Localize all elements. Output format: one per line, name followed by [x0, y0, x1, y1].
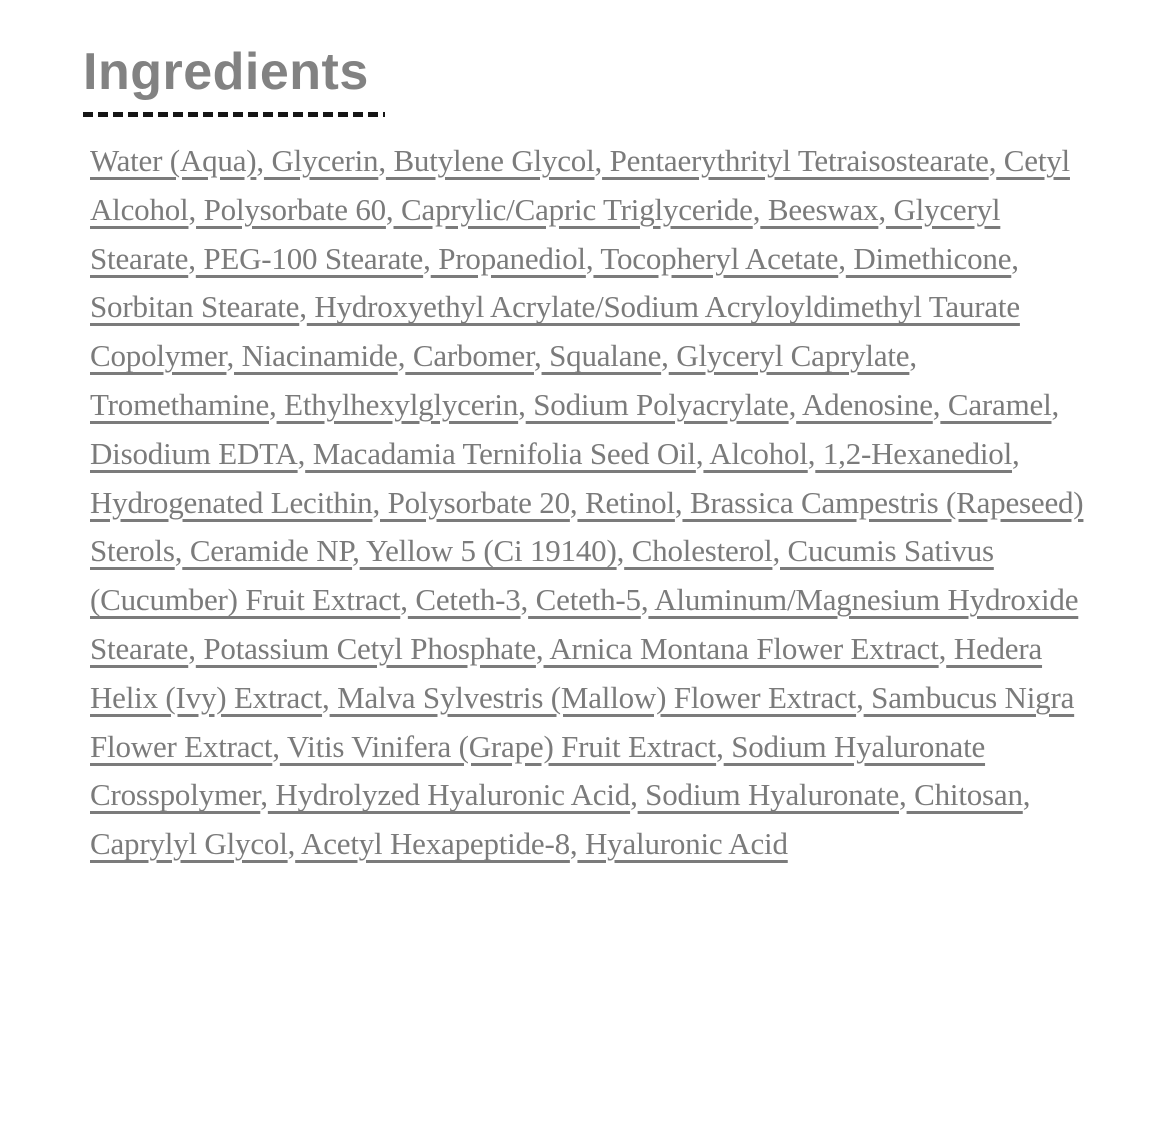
ingredient-link[interactable]: Yellow 5 (Ci 19140): [359, 533, 617, 569]
ingredient-separator: ,: [256, 143, 264, 178]
ingredient-separator: ,: [838, 240, 846, 276]
ingredient-link[interactable]: Polysorbate 60: [196, 191, 386, 227]
ingredient-separator: ,: [695, 435, 704, 471]
ingredient-separator: ,: [807, 435, 816, 471]
ingredient-separator: ,: [188, 630, 196, 666]
ingredient-separator: ,: [878, 191, 886, 227]
ingredient-separator: ,: [661, 338, 669, 374]
ingredient-link[interactable]: Acetyl Hexapeptide-8: [295, 826, 570, 862]
heading-dashed-rule: [83, 112, 385, 117]
ingredient-link[interactable]: Polysorbate 20: [380, 484, 570, 520]
ingredient-link[interactable]: Ceteth-3: [407, 582, 521, 618]
ingredient-link[interactable]: Arnica Montana Flower Extract: [543, 630, 939, 666]
ingredient-separator: ,: [372, 484, 381, 520]
ingredient-separator: ,: [938, 630, 947, 666]
ingredient-separator: ,: [535, 630, 544, 666]
ingredient-link[interactable]: 1,2-Hexanediol: [815, 435, 1013, 471]
ingredient-separator: ,: [520, 582, 529, 618]
ingredient-link[interactable]: Hydrolyzed Hyaluronic Acid: [267, 777, 631, 813]
ingredient-separator: ,: [174, 533, 183, 569]
ingredients-list: [90, 137, 1090, 869]
ingredient-link[interactable]: Caprylyl Glycol: [90, 826, 288, 862]
ingredient-link[interactable]: Ceteth-5: [528, 582, 641, 618]
ingredient-link[interactable]: Cholesterol: [624, 533, 773, 569]
ingredient-link[interactable]: Hydroxyethyl Acrylate/Sodium Acryloyldimethyl Taurate Copolymer: [90, 289, 1020, 374]
ingredient-link[interactable]: Pentaerythrityl Tetraisostearate: [602, 143, 989, 178]
ingredients-heading: Ingredients: [83, 43, 369, 101]
ingredient-link[interactable]: Alcohol: [703, 435, 808, 471]
ingredient-separator: ,: [397, 338, 406, 374]
ingredient-separator: ,: [385, 191, 394, 227]
ingredient-separator: ,: [423, 240, 431, 276]
ingredient-link[interactable]: Macadamia Ternifolia Seed Oil: [305, 435, 696, 471]
ingredient-link[interactable]: Propanediol: [430, 240, 586, 276]
ingredient-link[interactable]: Glyceryl Caprylate: [668, 338, 910, 374]
ingredient-separator: ,: [378, 143, 386, 178]
ingredient-link[interactable]: Cetyl Alcohol: [90, 143, 1070, 227]
ingredient-separator: ,: [533, 338, 542, 374]
ingredient-link[interactable]: Sodium Polyacrylate: [525, 386, 789, 422]
ingredient-separator: ,: [640, 582, 649, 618]
ingredient-link[interactable]: Disodium EDTA: [90, 435, 298, 471]
ingredient-separator: ,: [856, 679, 864, 715]
ingredient-link[interactable]: Niacinamide: [234, 338, 398, 374]
ingredient-link[interactable]: Tocopheryl Acetate: [593, 240, 839, 276]
ingredient-separator: ,: [630, 777, 638, 813]
ingredient-link[interactable]: Vitis Vinifera (Grape) Fruit Extract: [279, 728, 717, 764]
ingredient-separator: ,: [299, 289, 307, 325]
ingredient-link[interactable]: Hyaluronic Acid: [577, 826, 788, 862]
ingredient-separator: ,: [518, 386, 526, 422]
ingredient-link[interactable]: Potassium Cetyl Phosphate: [195, 630, 536, 666]
ingredient-separator: ,: [1022, 777, 1031, 813]
ingredient-separator: ,: [322, 679, 330, 715]
ingredient-separator: ,: [585, 240, 594, 276]
ingredient-link[interactable]: Sorbitan Stearate: [90, 289, 300, 325]
ingredient-separator: ,: [226, 338, 235, 374]
ingredient-separator: ,: [569, 484, 578, 520]
ingredient-separator: ,: [188, 240, 196, 276]
ingredient-separator: ,: [752, 191, 761, 227]
ingredient-separator: ,: [674, 484, 683, 520]
ingredient-separator: ,: [1011, 240, 1019, 276]
ingredient-link[interactable]: Tromethamine: [90, 386, 269, 422]
ingredient-separator: ,: [772, 533, 780, 569]
ingredient-separator: ,: [788, 386, 797, 422]
ingredient-separator: ,: [594, 143, 603, 178]
ingredient-separator: ,: [272, 728, 280, 764]
ingredient-link[interactable]: Brassica Campestris (Rapeseed) Sterols: [90, 484, 1084, 569]
ingredient-separator: ,: [260, 777, 268, 813]
ingredient-separator: ,: [352, 533, 360, 569]
ingredient-separator: ,: [716, 728, 724, 764]
ingredient-separator: ,: [269, 386, 277, 422]
ingredient-link[interactable]: Dimethicone: [845, 240, 1012, 276]
ingredient-link[interactable]: Adenosine: [796, 386, 933, 422]
ingredient-link[interactable]: Hedera Helix (Ivy) Extract: [90, 630, 1043, 715]
ingredient-link[interactable]: Chitosan: [906, 777, 1023, 813]
ingredient-link[interactable]: Aluminum/Magnesium Hydroxide Stearate: [90, 582, 1079, 666]
ingredient-separator: ,: [569, 826, 578, 862]
ingredient-separator: ,: [1012, 435, 1020, 471]
ingredient-separator: ,: [932, 386, 941, 422]
ingredient-link[interactable]: Sambucus Nigra Flower Extract: [90, 679, 1075, 764]
ingredient-separator: ,: [1051, 386, 1060, 422]
ingredient-link[interactable]: Ceramide NP: [182, 533, 353, 569]
ingredient-link[interactable]: Cucumis Sativus (Cucumber) Fruit Extract: [90, 533, 994, 618]
ingredient-link[interactable]: Malva Sylvestris (Mallow) Flower Extract: [329, 679, 857, 715]
ingredient-separator: ,: [400, 582, 408, 618]
ingredient-separator: ,: [616, 533, 625, 569]
ingredient-link[interactable]: Ethylhexylglycerin: [276, 386, 519, 422]
ingredient-link[interactable]: Sodium Hyaluronate: [637, 777, 900, 813]
ingredient-link[interactable]: Glyceryl Stearate: [90, 191, 1001, 276]
ingredient-link[interactable]: Carbomer: [405, 338, 534, 374]
ingredient-separator: ,: [188, 191, 197, 227]
ingredient-separator: ,: [909, 338, 917, 374]
ingredient-separator: ,: [899, 777, 907, 813]
ingredient-separator: ,: [287, 826, 296, 862]
ingredient-link[interactable]: Caprylic/Capric Triglyceride: [393, 191, 753, 227]
ingredient-link[interactable]: Beeswax: [760, 191, 879, 227]
ingredient-link[interactable]: Hydrogenated Lecithin: [90, 484, 373, 520]
ingredient-link[interactable]: Butylene Glycol: [385, 143, 595, 178]
ingredient-link[interactable]: Retinol: [577, 484, 675, 520]
ingredient-link[interactable]: Glycerin: [263, 143, 379, 178]
ingredient-separator: ,: [297, 435, 306, 471]
ingredient-separator: ,: [988, 143, 997, 178]
ingredient-link[interactable]: Sodium Hyaluronate Crosspolymer: [90, 728, 986, 813]
ingredient-link[interactable]: Caramel: [940, 386, 1052, 422]
ingredient-link[interactable]: Water (Aqua): [90, 143, 257, 178]
ingredient-link[interactable]: PEG-100 Stearate: [195, 240, 424, 276]
ingredient-link[interactable]: Squalane: [541, 338, 662, 374]
